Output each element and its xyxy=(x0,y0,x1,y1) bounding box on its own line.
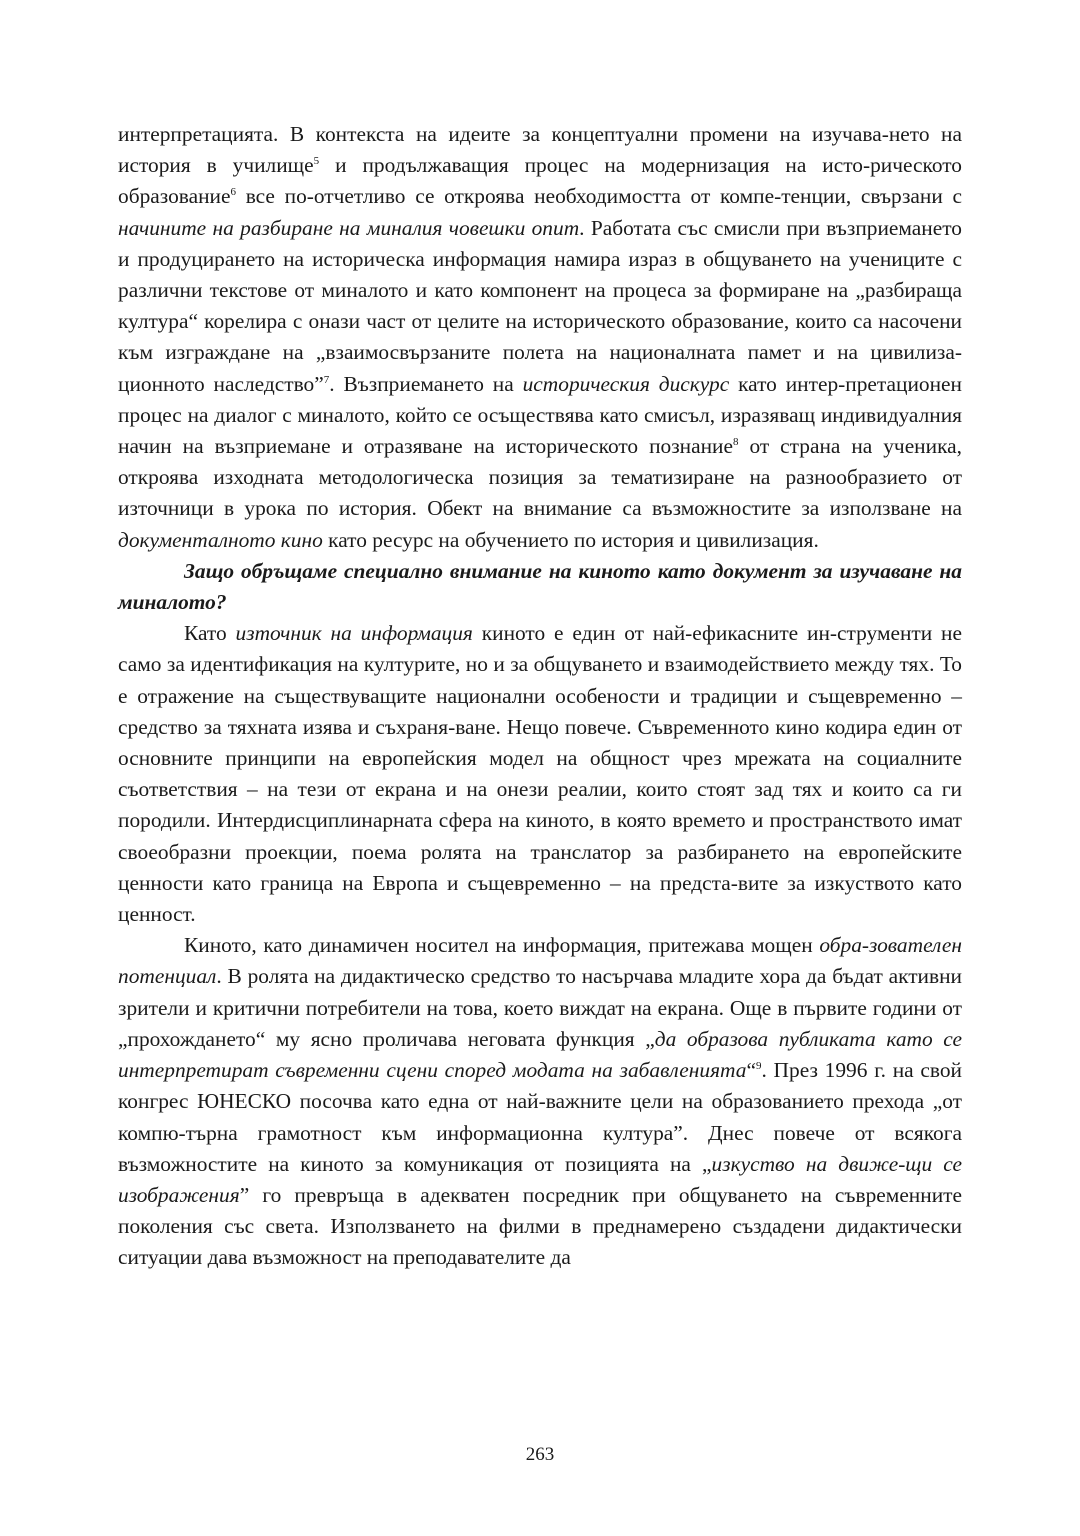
section-heading: Защо обръщаме специално внимание на киното като документ за изучаване на миналото? xyxy=(118,558,962,615)
italic-phrase: начините на разбиране на миналия човешки опит xyxy=(118,215,580,240)
footnote-ref-7[interactable]: 7 xyxy=(323,373,330,386)
italic-phrase: източник на информация xyxy=(235,621,473,646)
text-run: “ xyxy=(746,1058,756,1083)
text-run: като интер-претационен процес на диалог с миналото, който се осъществява като смисъл, изразяващ индивидуалния начин на възприемане и отразяване на историческото познание xyxy=(118,371,962,459)
text-run: и продължаващия процес на модернизация на исто-рическото образование xyxy=(118,153,963,209)
text-run: ” го превръща в адекватен посредник при общуването на съвременните поколения със света. Използването на филми в преднамерено създадени дидактически ситуации дава възможност на преподавателите да xyxy=(118,1182,962,1270)
footnote-ref-9[interactable]: 9 xyxy=(755,1059,762,1072)
text-run: от страна на ученика, откроява изходната методологическа позиция за тематизиране на разнообразието от източници в урока по история. Обект на внимание са възможностите за използване на xyxy=(118,434,962,521)
text-run: интерпретацията. В контекста на идеите за концептуални промени на изучава-нето на история в училище xyxy=(118,122,962,178)
text-run: Като xyxy=(184,621,236,646)
text-run: . През 1996 г. на свой конгрес ЮНЕСКО посочва като една от най-важните цели на образованието прехода „от компю-търна грамотност към информационна култура”. Днес повече от всякога възможностите на киното за комуникация от позицията на „ xyxy=(118,1058,962,1176)
italic-phrase: да образова публиката като се интерпретират съвременни сцени според модата на забавленията xyxy=(118,1026,962,1083)
text-run: . В ролята на дидактическо средство то насърчава младите хора да бъдат активни зрители и критични потребители на това, което виждат на екрана. Още в първите години от „прохождането“ му ясно проличава неговата функция „ xyxy=(118,964,962,1051)
document-page xyxy=(118,119,962,1274)
italic-phrase: обра-зователен потенциал xyxy=(118,933,962,989)
text-run: . Възприемането на xyxy=(329,371,523,396)
paragraph-2 xyxy=(118,618,962,930)
italic-phrase: изкуство на движе-щи се изображения xyxy=(118,1151,962,1207)
text-run: Киното, като динамичен носител на информация, притежава мощен xyxy=(184,933,820,958)
text-run: като ресурс на обучението по история и цивилизация. xyxy=(322,527,819,552)
text-run: киното е един от най-ефикасните ин-струменти не само за идентификация на културите, но и за общуването и взаимодействието между тях. То е отражение на съществуващите национални особености и традиции и същевременно – средство за тяхната изява и съхраня-ване. Нещо повече. Съвременното кино кодира един от основните принципи на европейския модел на общност чрез мрежата на социалните съответствия – на тези от екрана и на онези реалии, които стоят зад тях и които са ги породили. Интердисциплинарната сфера на киното, в която времето и пространството имат своеобразни проекции, поема ролята на транслатор за разбирането на европейските ценности като граница на Европа и същевременно – на предста-вите за изкуството като ценност. xyxy=(118,621,962,927)
paragraph-3 xyxy=(118,930,962,1273)
footnote-ref-5[interactable]: 5 xyxy=(313,155,320,168)
italic-phrase: историческия дискурс xyxy=(522,371,730,396)
footnote-ref-6[interactable]: 6 xyxy=(230,186,236,199)
italic-phrase: документалното кино xyxy=(118,527,323,552)
footnote-ref-8[interactable]: 8 xyxy=(733,435,739,448)
page-number: 263 xyxy=(525,1444,555,1465)
text-run: все по-отчетливо се откроява необходимостта от компе-тенции, свързани с xyxy=(236,184,962,209)
paragraph-1 xyxy=(118,119,962,556)
text-run: . Работата със смисли при възприемането и продуцирането на историческа информация намира израз в общуването на учениците с различни текстове от миналото и като компонент на процеса за формиране на „разбираща култура“ корелира с онази част от целите на историческото образование, които са насочени към изграждане на „взаимосвързаните полета на националната памет и на цивилиза-ционното наследство” xyxy=(118,215,962,396)
